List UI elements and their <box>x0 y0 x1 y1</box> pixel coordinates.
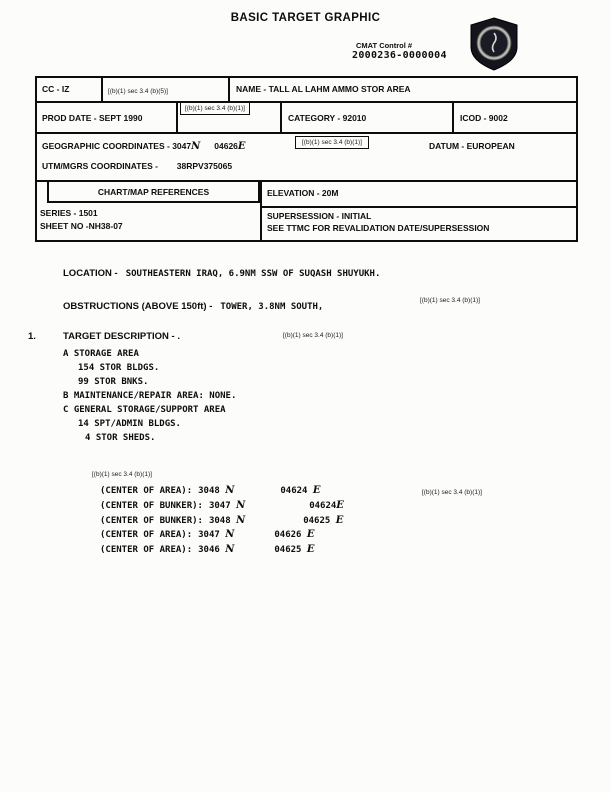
column-divider <box>260 180 262 240</box>
lon-dir: E <box>306 544 315 556</box>
cmat-control-label: CMAT Control # <box>356 41 413 50</box>
header-row-2 <box>37 101 576 134</box>
obstructions-line <box>63 296 323 314</box>
obstructions-value: TOWER, 3.8NM SOUTH, <box>220 302 324 312</box>
list-item: A STORAGE AREA <box>63 349 139 359</box>
geo-lat: 3047 <box>172 141 192 151</box>
agency-seal-icon <box>466 16 522 72</box>
lon-dir: E <box>312 485 321 496</box>
lat-dir: N <box>236 514 246 526</box>
coordinate-row <box>100 484 482 499</box>
list-item: 154 STOR BLDGS. <box>78 363 160 373</box>
redaction-stamp-target: [(b)(1) sec 3.4 (b)(1)] <box>283 332 343 339</box>
category-cell: CATEGORY - 92010 <box>282 101 454 132</box>
icod-cell: ICOD - 9002 <box>460 113 508 123</box>
coordinate-lon: 04625 <box>303 515 331 526</box>
series-cell: SERIES - 1501 <box>40 208 98 218</box>
lat-dir: N <box>225 544 235 556</box>
section-number: 1. <box>28 331 36 342</box>
obstructions-label: OBSTRUCTIONS (ABOVE 150ft) - <box>63 301 213 312</box>
supersession-line-2: SEE TTMC FOR REVALIDATION DATE/SUPERSESSION <box>267 223 490 233</box>
redaction-stamp-b1-row3: [(b)(1) sec 3.4 (b)(1)] <box>295 136 369 149</box>
coordinate-lon: 04625 <box>274 545 302 556</box>
lat-dir: N <box>225 485 235 496</box>
sheet-no-cell: SHEET NO -NH38-07 <box>40 221 123 231</box>
coordinate-lat: 3047 <box>208 500 231 511</box>
agency-seal-svg <box>466 16 522 72</box>
coordinate-row <box>100 499 344 514</box>
header-row-1 <box>37 78 576 103</box>
coordinate-lon: 04624 <box>309 500 337 511</box>
header-row-3 <box>37 132 576 182</box>
lat-dir: N <box>236 499 246 511</box>
coordinate-lat: 3046 <box>198 545 220 556</box>
geo-label: GEOGRAPHIC COORDINATES - <box>42 141 170 151</box>
lat-dir: N <box>225 529 235 541</box>
coordinate-label: (CENTER OF BUNKER): <box>100 515 203 526</box>
lon-dir: E <box>336 499 344 511</box>
coordinate-label: (CENTER OF AREA): <box>100 486 193 496</box>
redaction-stamp-b5 <box>103 78 230 101</box>
utm-label: UTM/MGRS COORDINATES - <box>42 161 159 171</box>
header-table <box>35 76 578 242</box>
geo-lon-dir: E <box>237 141 246 152</box>
list-item: 4 STOR SHEDS. <box>85 433 156 443</box>
name-cell: NAME - TALL AL LAHM AMMO STOR AREA <box>236 84 411 94</box>
geo-lon: 04626 <box>214 141 238 151</box>
location-line <box>63 263 380 281</box>
datum-cell: DATUM - EUROPEAN <box>429 141 515 151</box>
supersession-line-1: SUPERSESSION - INITIAL <box>267 211 372 221</box>
coordinates-list <box>100 484 482 558</box>
redaction-text: [(b)(1) sec 3.4 (b)(5)] <box>108 88 168 95</box>
redaction-stamp-coord-row: [(b)(1) sec 3.4 (b)(1)] <box>422 489 482 496</box>
list-item: C GENERAL STORAGE/SUPPORT AREA <box>63 405 226 415</box>
elevation-cell: ELEVATION - 20M <box>267 188 339 198</box>
chart-map-references-header: CHART/MAP REFERENCES <box>47 180 260 203</box>
coordinate-lat: 3047 <box>198 530 220 541</box>
list-item: 99 STOR BNKS. <box>78 377 149 387</box>
cmat-control-number: 2000236-0000004 <box>352 50 447 61</box>
coordinate-row <box>100 514 344 529</box>
page-title: BASIC TARGET GRAPHIC <box>230 12 381 24</box>
redaction-stamp-b1-row2 <box>178 101 282 132</box>
header-row-4 <box>37 180 576 240</box>
utm-coordinates-line <box>42 161 232 171</box>
target-description-label: TARGET DESCRIPTION - . <box>63 331 180 342</box>
redaction-text: [(b)(1) sec 3.4 (b)(1)] <box>180 102 250 115</box>
geo-lat-dir: N <box>191 141 201 152</box>
target-description-list <box>63 347 236 445</box>
cc-cell: CC - IZ <box>37 78 103 101</box>
redaction-stamp-obstructions: [(b)(1) sec 3.4 (b)(1)] <box>420 297 480 304</box>
utm-value: 38RPV375065 <box>176 161 233 171</box>
coordinate-label: (CENTER OF AREA): <box>100 545 193 556</box>
coordinate-lat: 3048 <box>208 515 231 526</box>
coordinate-row <box>100 528 344 543</box>
redaction-stamp-coordinates: [(b)(1) sec 3.4 (b)(1)] <box>92 471 152 478</box>
list-item: B MAINTENANCE/REPAIR AREA: NONE. <box>63 391 237 401</box>
prod-date-cell: PROD DATE - SEPT 1990 <box>37 101 178 132</box>
coordinate-lon: 04624 <box>280 486 308 496</box>
coordinate-label: (CENTER OF AREA): <box>100 530 193 541</box>
coordinate-lon: 04626 <box>274 530 302 541</box>
coordinate-row <box>100 543 344 558</box>
coordinate-lat: 3048 <box>198 486 220 496</box>
coordinate-label: (CENTER OF BUNKER): <box>100 500 203 511</box>
row-divider <box>260 206 576 208</box>
lon-dir: E <box>306 529 315 541</box>
location-value: SOUTHEASTERN IRAQ, 6.9NM SSW OF SUQASH SHUYUKH. <box>125 269 381 279</box>
lon-dir: E <box>335 514 344 526</box>
geographic-coordinates-line <box>42 141 246 152</box>
location-label: LOCATION - <box>63 268 118 279</box>
list-item: 14 SPT/ADMIN BLDGS. <box>78 419 181 429</box>
